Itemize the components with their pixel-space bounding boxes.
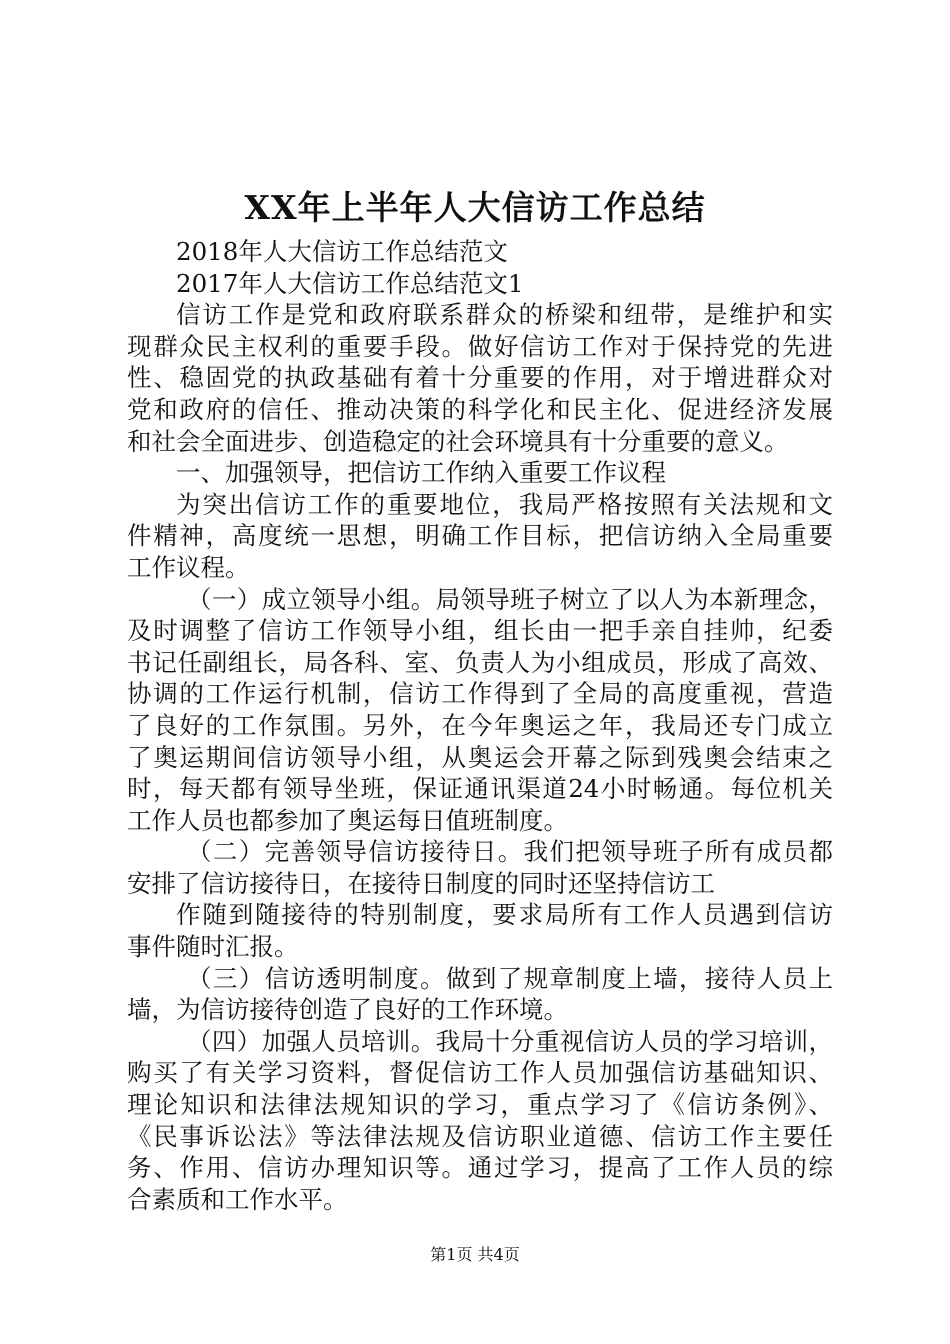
body-line: 作随到随接待的特别制度，要求局所有工作人员遇到信访 [176,900,833,930]
body-line: 书记任副组长，局各科、室、负责人为小组成员，形成了高效、 [127,647,833,677]
body-line: 合素质和工作水平。 [127,1184,348,1214]
body-line: 《民事诉讼法》等法律法规及信访职业道德、信访工作主要任 [127,1121,833,1151]
document-title: XX年上半年人大信访工作总结 [244,188,706,227]
body-line: （二）完善领导信访接待日。我们把领导班子所有成员都 [187,837,833,867]
body-line: 性、稳固党的执政基础有着十分重要的作用，对于增进群众对 [127,363,833,393]
body-line: 协调的工作运行机制，信访工作得到了全局的高度重视，营造 [127,679,833,709]
body-line: 2017年人大信访工作总结范文1 [176,268,524,298]
body-line: 了奥运期间信访领导小组，从奥运会开幕之际到残奥会结束之 [127,742,833,772]
body-line: 时，每天都有领导坐班，保证通讯渠道24小时畅通。每位机关 [127,774,833,804]
body-line: 工作议程。 [127,552,250,582]
body-line: 一、加强领导，把信访工作纳入重要工作议程 [176,458,666,488]
body-line: 现群众民主权利的重要手段。做好信访工作对于保持党的先进 [127,331,833,361]
document-body [127,236,833,1215]
body-line: 和社会全面进步、创造稳定的社会环境具有十分重要的意义。 [127,426,789,456]
body-line: 购买了有关学习资料，督促信访工作人员加强信访基础知识、 [127,1058,833,1088]
body-line: 墙，为信访接待创造了良好的工作环境。 [127,995,568,1025]
body-line: （四）加强人员培训。我局十分重视信访人员的学习培训， [187,1026,833,1056]
body-line: 信访工作是党和政府联系群众的桥梁和纽带，是维护和实 [176,300,833,330]
body-line: 理论知识和法律法规知识的学习，重点学习了《信访条例》、 [127,1090,833,1120]
body-line: （三）信访透明制度。做到了规章制度上墙，接待人员上 [187,963,833,993]
body-line: 2018年人大信访工作总结范文 [176,237,508,266]
body-line: 安排了信访接待日，在接待日制度的同时还坚持信访工 [127,868,715,898]
page-footer: 第1页 共4页 [430,1245,520,1264]
body-line: 工作人员也都参加了奥运每日值班制度。 [127,805,568,835]
body-line: 党和政府的信任、推动决策的科学化和民主化、促进经济发展 [127,394,833,424]
body-line: （一）成立领导小组。局领导班子树立了以人为本新理念， [187,584,833,614]
body-line: 了良好的工作氛围。另外，在今年奥运之年，我局还专门成立 [127,710,833,740]
body-line: 为突出信访工作的重要地位，我局严格按照有关法规和文 [176,489,833,519]
body-line: 事件随时汇报。 [127,932,299,962]
body-line: 件精神，高度统一思想，明确工作目标，把信访纳入全局重要 [127,521,833,551]
body-line: 务、作用、信访办理知识等。通过学习，提高了工作人员的综 [127,1153,833,1183]
body-line: 及时调整了信访工作领导小组，组长由一把手亲自挂帅，纪委 [127,616,833,646]
